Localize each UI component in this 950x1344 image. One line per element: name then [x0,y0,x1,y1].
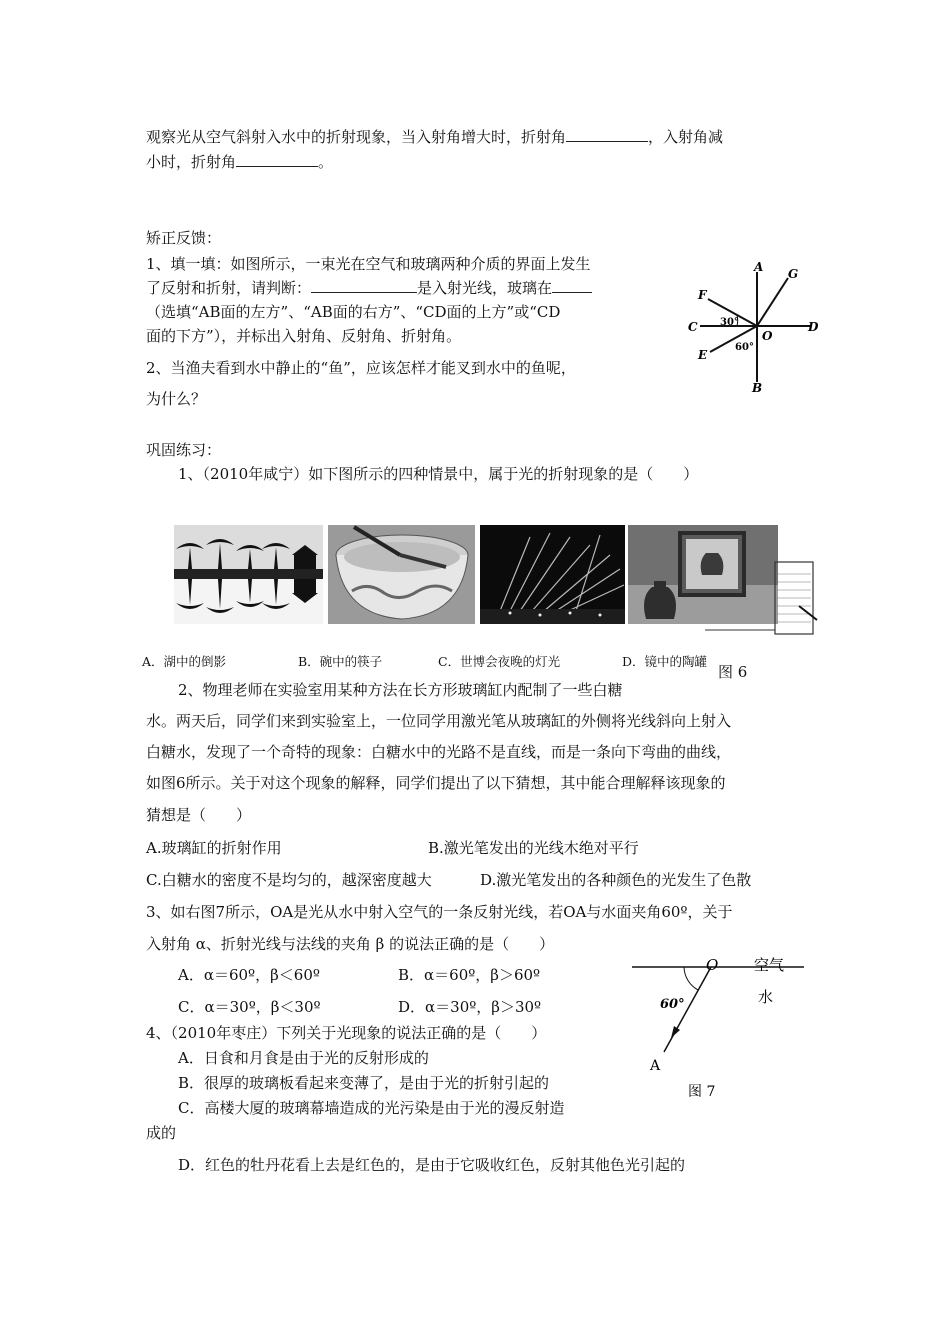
feedback-q2-line1: 2、当渔夫看到水中静止的“鱼”，应该怎样才能叉到水中的鱼呢， [146,359,576,377]
expo-night-lights-photo [480,525,625,624]
feedback-q2-line2: 为什么？ [146,390,207,408]
intro-line-1 [146,127,723,147]
practice-q4-option-b: B．很厚的玻璃板看起来变薄了，是由于光的折射引起的 [178,1074,550,1092]
feedback-q1-line3: （选填“AB面的左方”、“AB面的右方”、“CD面的上方”或“CD [146,303,561,321]
answer-blank[interactable] [552,278,592,293]
practice-q2-line3: 白糖水，发现了一个奇特的现象：白糖水中的光路不是直线，而是一条向下弯曲的曲线， [146,743,732,761]
label-g: G [788,267,799,281]
bowl-chopstick-photo [328,525,475,624]
label-a: A [754,260,764,274]
practice-q3-option-a: A．α＝60º，β＜60º [178,966,320,984]
lake-reflection-photo [174,525,323,624]
fig7-label-o: O [706,956,719,974]
answer-blank[interactable] [566,127,648,142]
practice-q2-option-c: C.白糖水的密度不是均匀的，越深密度越大 [146,871,432,889]
fig6-caption: 图 6 [718,663,748,681]
practice-q3-option-d: D．α＝30º，β＞30º [398,998,542,1016]
photo-option-c: C．世博会夜晚的灯光 [438,654,561,669]
feedback-q1-line4: 面的下方”），并标出入射角、反射角、折射角。 [146,327,462,345]
reflection-diagram [680,258,830,394]
intro-text-d: 。 [318,153,334,171]
practice-q2-line2: 水。两天后，同学们来到实验室上，一位同学用激光笔从玻璃缸的外侧将光线斜向上射入 [146,712,732,730]
angle-60-label: 60° [735,342,754,353]
practice-q2-option-d: D.激光笔发出的各种颜色的光发生了色散 [480,871,752,889]
intro-line-2 [146,152,333,172]
practice-q3-line2: 入射角 α、折射光线与法线的夹角 β 的说法正确的是（ ） [146,935,555,953]
photo-option-b: B．碗中的筷子 [298,654,383,669]
feedback-q1-text-b: 是入射光线，玻璃在 [417,279,553,297]
ray-og [757,278,788,326]
practice-q4-line1: 4、（2010年枣庄）下列关于光现象的说法正确的是（ ） [146,1024,547,1042]
fig7-caption: 图 7 [688,1084,716,1100]
angle-arc [684,967,698,990]
practice-q3-line1: 3、如右图7所示，OA是光从水中射入空气的一条反射光线，若OA与水面夹角60º，关于 [146,903,733,921]
label-d: D [808,320,819,334]
practice-q1: 1、（2010年咸宁）如下图所示的四种情景中，属于光的折射现象的是（ ） [178,465,699,483]
label-c: C [688,320,698,334]
label-b: B [752,381,763,394]
practice-q3-option-b: B．α＝60º，β＞60º [398,966,541,984]
fig7-label-water: 水 [758,988,774,1006]
practice-q4-option-c-cont: 成的 [146,1124,177,1142]
practice-heading: 巩固练习： [146,441,222,459]
fig7-angle-label: 60° [660,997,685,1012]
practice-q2-line1: 2、物理老师在实验室用某种方法在长方形玻璃缸内配制了一些白糖 [178,681,623,699]
answer-blank[interactable] [311,278,417,293]
practice-q4-option-c: C．高楼大厦的玻璃幕墙造成的光污染是由于光的漫反射造 [178,1099,565,1117]
feedback-q1-line2 [146,278,592,298]
practice-q4-option-d: D．红色的牡丹花看上去是红色的，是由于它吸收红色，反射其他色光引起的 [178,1156,686,1174]
practice-q2-line5: 猜想是（ ） [146,806,252,824]
label-e: E [698,348,708,362]
answer-blank[interactable] [236,152,318,167]
angle-30-label: 30° [720,317,739,328]
intro-text-c: 小时，折射角 [146,153,237,171]
fig7-label-a: A [650,1058,661,1074]
fig7-diagram [628,950,808,1100]
fig7-label-air: 空气 [754,956,785,974]
label-f: F [698,288,707,302]
intro-text-b: ，入射角减 [648,128,724,146]
practice-q4-option-a: A．日食和月食是由于光的反射形成的 [178,1049,429,1067]
label-o: O [762,329,773,343]
practice-q2-line4: 如图6所示。关于对这个现象的解释，同学们提出了以下猜想，其中能合理解释该现象的 [146,774,726,792]
feedback-heading: 矫正反馈： [146,229,222,247]
glass-tank-figure [705,560,820,636]
practice-q2-option-a: A.玻璃缸的折射作用 [146,839,282,857]
practice-q3-option-c: C．α＝30º，β＜30º [178,998,321,1016]
intro-text-a: 观察光从空气斜射入水中的折射现象，当入射角增大时，折射角 [146,128,567,146]
feedback-q1-line1: 1、填一填：如图所示，一束光在空气和玻璃两种介质的界面上发生 [146,255,591,273]
feedback-q1-text: 了反射和折射，请判断： [146,279,312,297]
practice-q2-option-b: B.激光笔发出的光线木绝对平行 [428,839,639,857]
photo-option-a: A．湖中的倒影 [142,654,227,669]
photo-option-d: D．镜中的陶罐 [622,654,708,669]
ray-arrow [671,1026,680,1038]
